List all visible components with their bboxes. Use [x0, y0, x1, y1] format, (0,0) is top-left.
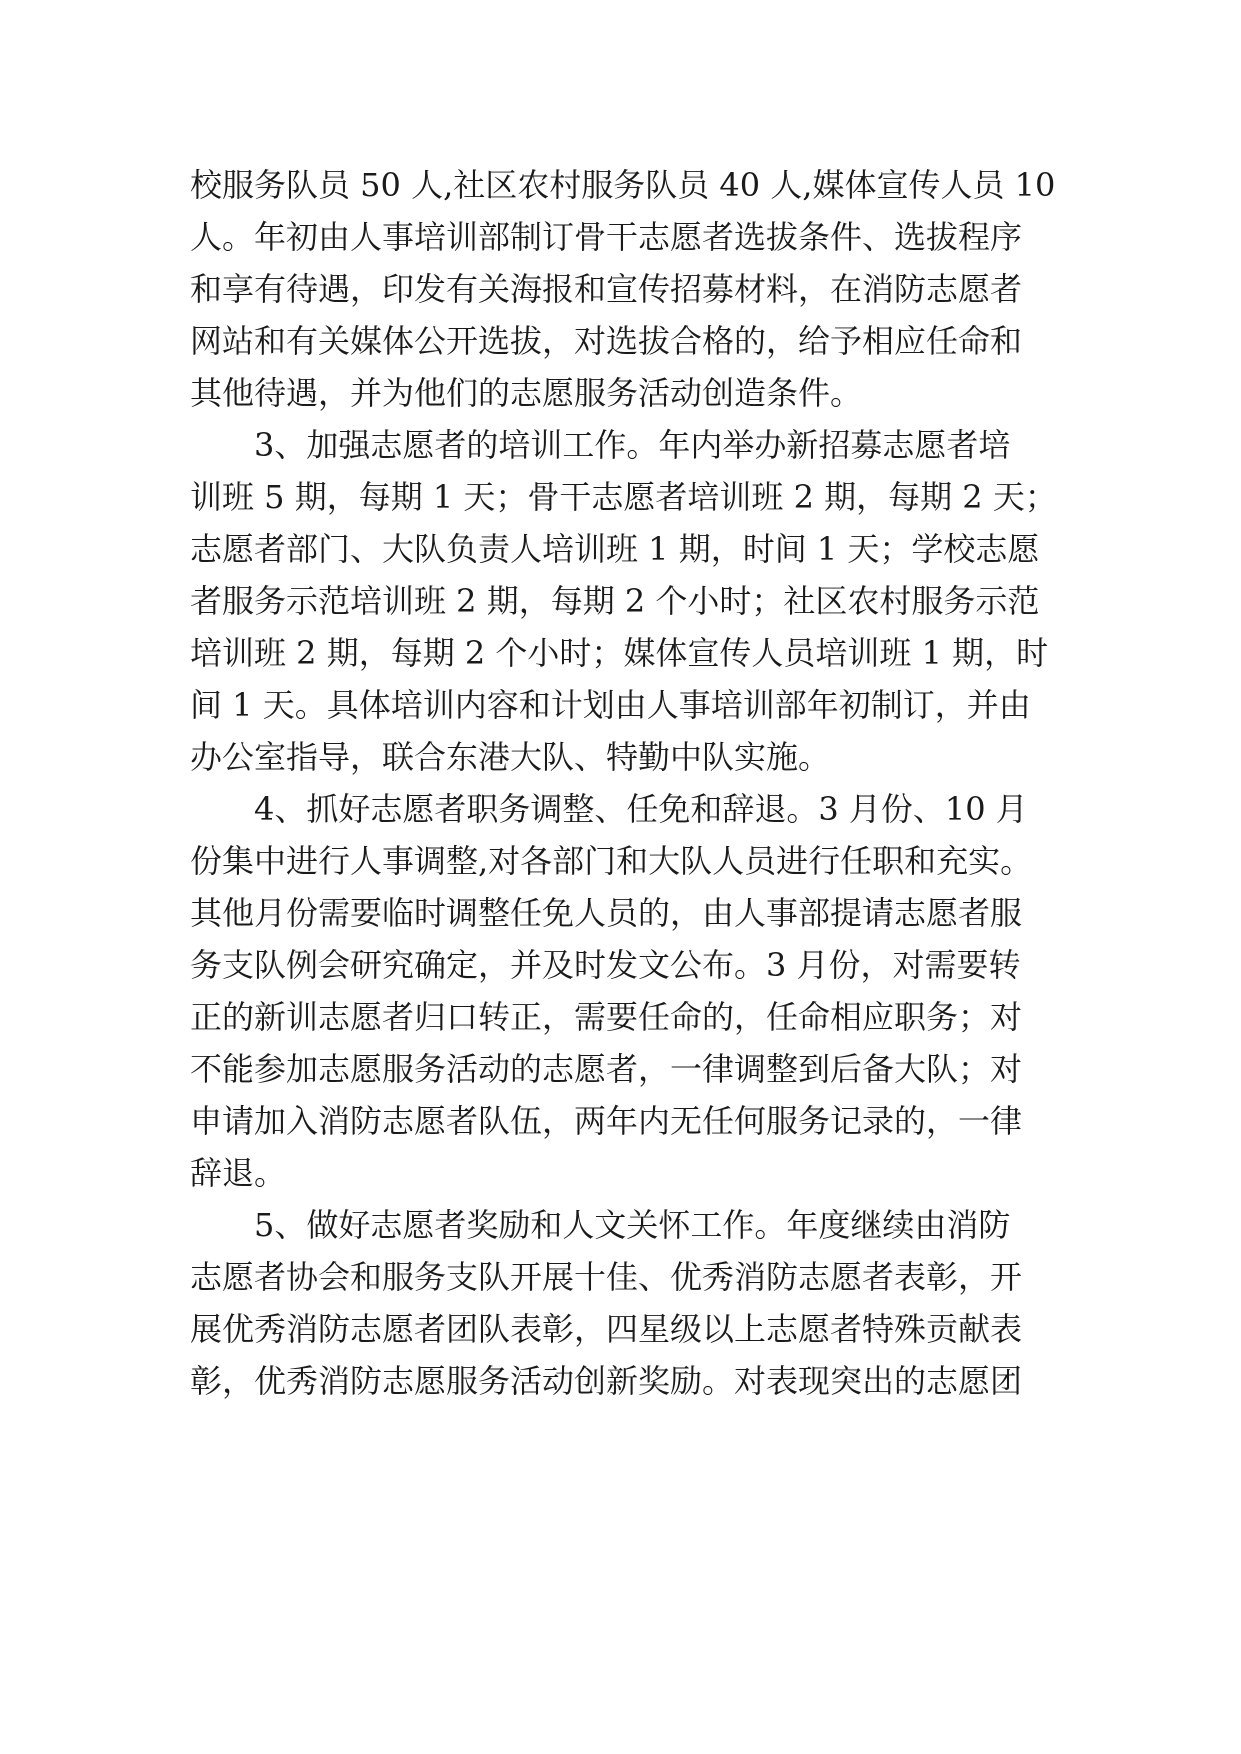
text-line: 者服务示范培训班 2 期，每期 2 个小时；社区农村服务示范	[190, 582, 1040, 620]
text-line: 培训班 2 期，每期 2 个小时；媒体宣传人员培训班 1 期，时	[190, 634, 1049, 672]
text-line: 辞退。	[190, 1154, 287, 1192]
text-line: 展优秀消防志愿者团队表彰，四星级以上志愿者特殊贡献表	[190, 1310, 1023, 1348]
text-line: 份集中进行人事调整,对各部门和大队人员进行任职和充实。	[190, 842, 1033, 880]
text-line: 校服务队员 50 人,社区农村服务队员 40 人,媒体宣传人员 10	[190, 166, 1056, 204]
paragraph-heading-5: 5、做好志愿者奖励和人文关怀工作。年度继续由消防	[254, 1206, 1011, 1244]
text-line: 务支队例会研究确定，并及时发文公布。3 月份，对需要转	[190, 946, 1021, 984]
text-line: 志愿者协会和服务支队开展十佳、优秀消防志愿者表彰，开	[190, 1258, 1023, 1296]
paragraph-heading-3: 3、加强志愿者的培训工作。年内举办新招募志愿者培	[254, 426, 1011, 464]
text-line: 和享有待遇，印发有关海报和宣传招募材料，在消防志愿者	[190, 270, 1023, 308]
text-line: 人。年初由人事培训部制订骨干志愿者选拔条件、选拔程序	[190, 218, 1023, 256]
text-line: 网站和有关媒体公开选拔，对选拔合格的，给予相应任命和	[190, 322, 1023, 360]
text-line: 正的新训志愿者归口转正，需要任命的，任命相应职务；对	[190, 998, 1023, 1036]
paragraph-heading-4: 4、抓好志愿者职务调整、任免和辞退。3 月份、10 月	[254, 790, 1028, 828]
text-line: 志愿者部门、大队负责人培训班 1 期，时间 1 天；学校志愿	[190, 530, 1040, 568]
text-line: 申请加入消防志愿者队伍，两年内无任何服务记录的，一律	[190, 1102, 1023, 1140]
text-line: 办公室指导，联合东港大队、特勤中队实施。	[190, 738, 831, 776]
text-line: 不能参加志愿服务活动的志愿者，一律调整到后备大队；对	[190, 1050, 1023, 1088]
text-line: 其他月份需要临时调整任免人员的，由人事部提请志愿者服	[190, 894, 1023, 932]
text-line: 间 1 天。具体培训内容和计划由人事培训部年初制订，并由	[190, 686, 1031, 724]
text-line: 其他待遇，并为他们的志愿服务活动创造条件。	[190, 374, 863, 412]
text-line: 训班 5 期，每期 1 天；骨干志愿者培训班 2 期，每期 2 天；	[190, 478, 1057, 516]
text-line: 彰，优秀消防志愿服务活动创新奖励。对表现突出的志愿团	[190, 1362, 1023, 1400]
